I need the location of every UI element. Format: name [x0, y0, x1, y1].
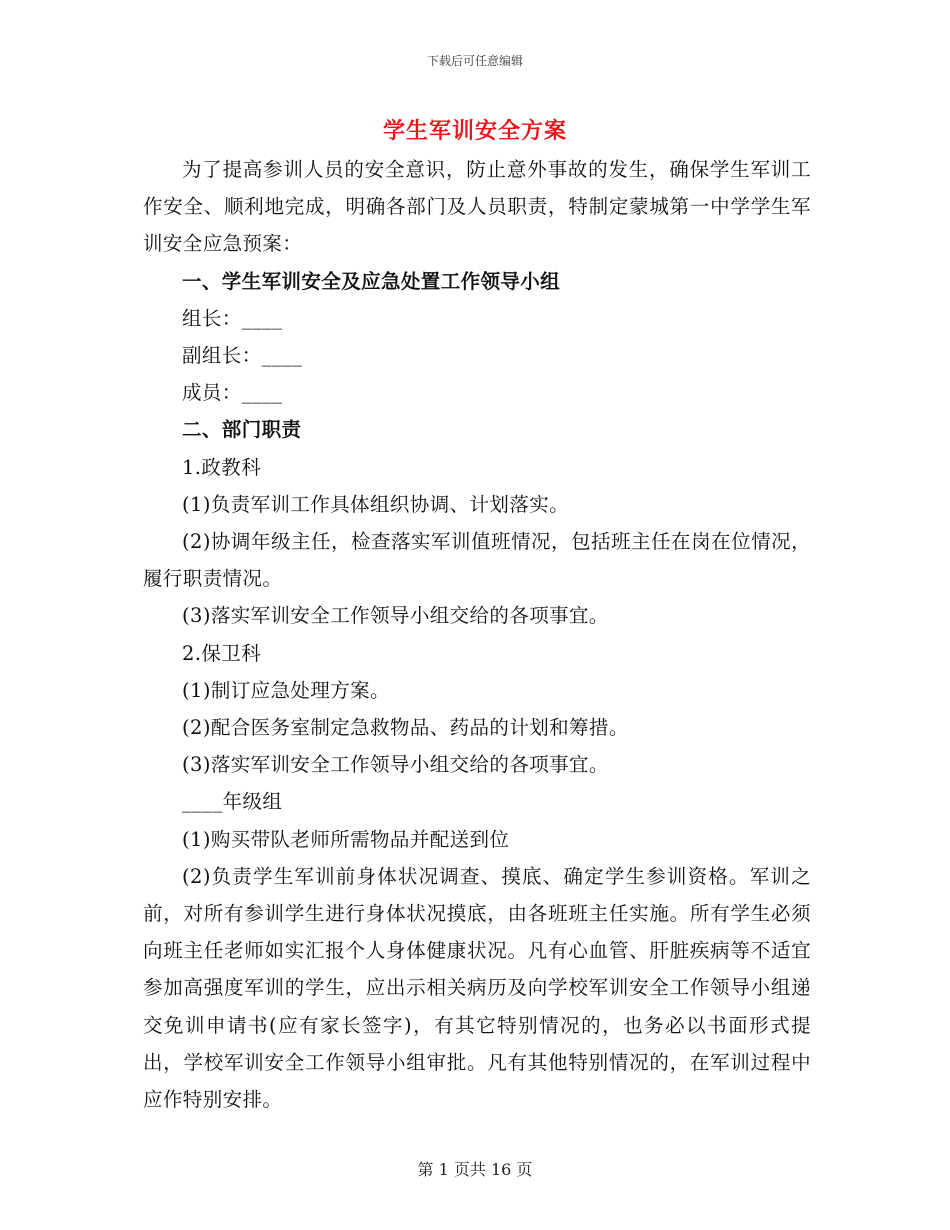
section-heading-duties: 二、部门职责	[182, 418, 302, 442]
dept1-item: (1)负责军训工作具体组织协调、计划落实。	[182, 492, 570, 516]
dept-heading-politics: 1.政教科	[182, 455, 262, 479]
page-header-note: 下载后可任意编辑	[426, 54, 523, 68]
dept2-item: (3)落实军训安全工作领导小组交给的各项事宜。	[182, 753, 609, 777]
dept2-item: (2)配合医务室制定急救物品、药品的计划和筹措。	[182, 716, 629, 740]
document-title: 学生军训安全方案	[382, 118, 567, 144]
leader-line: 组长：____	[182, 306, 283, 330]
dept-heading-security: 2.保卫科	[182, 641, 262, 665]
dept1-item: (2)协调年级主任，检查落实军训值班情况，包括班主任在岗在位情况，履行职责情况。	[143, 530, 811, 591]
dept2-item: (1)制订应急处理方案。	[182, 678, 390, 702]
deputy-leader-line: 副组长：____	[182, 344, 303, 368]
intro-paragraph: 为了提高参训人员的安全意识，防止意外事故的发生，确保学生军训工作安全、顺利地完成，明确各部门及人员职责，特制定蒙城第一中学学生军训安全应急预案：	[143, 158, 811, 256]
dept3-item: (2)负责学生军训前身体状况调查、摸底、确定学生参训资格。军训之前，对所有参训学生进行身体状况摸底，由各班班主任实施。所有学生必须向班主任老师如实汇报个人身体健康状况。凡有心血管、肝脏疾病等不适宜参加高强度军训的学生，应出示相关病历及向学校军训安全工作领导小组递交免训申请书(应有家长签字)，有其它特别情况的，也务必以书面形式提出，学校军训安全工作领导小组审批。凡有其他特别情况的，在军训过程中应作特别安排。	[143, 864, 811, 1112]
document-body	[143, 151, 811, 1118]
members-line: 成员：____	[182, 381, 283, 405]
page-footer: 第 1 页共 16 页	[417, 1160, 533, 1179]
dept-heading-grade-group: ____年级组	[182, 790, 283, 814]
dept1-item: (3)落实军训安全工作领导小组交给的各项事宜。	[182, 604, 609, 628]
section-heading-leadership: 一、学生军训安全及应急处置工作领导小组	[182, 269, 561, 293]
dept3-item: (1)购买带队老师所需物品并配送到位	[182, 827, 510, 851]
